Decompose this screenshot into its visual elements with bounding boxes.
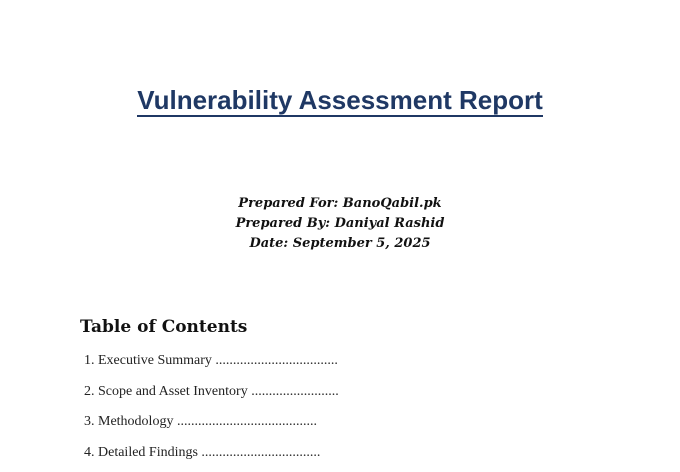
report-date: Date: September 5, 2025 xyxy=(0,234,680,254)
prepared-by: Prepared By: Daniyal Rashid xyxy=(0,214,680,234)
report-title-text: Vulnerability Assessment Report xyxy=(137,85,543,117)
report-meta xyxy=(0,194,680,254)
toc-item[interactable]: 2. Scope and Asset Inventory ......................... xyxy=(84,381,339,412)
toc-heading: Table of Contents xyxy=(80,315,247,339)
toc-item[interactable]: 3. Methodology ........................................ xyxy=(84,411,339,442)
prepared-for: Prepared For: BanoQabil.pk xyxy=(0,194,680,214)
toc-item[interactable]: 1. Executive Summary ................................... xyxy=(84,350,339,381)
report-title xyxy=(0,83,680,117)
toc-list xyxy=(84,350,339,472)
toc-item[interactable]: 4. Detailed Findings .................................. xyxy=(84,442,339,472)
